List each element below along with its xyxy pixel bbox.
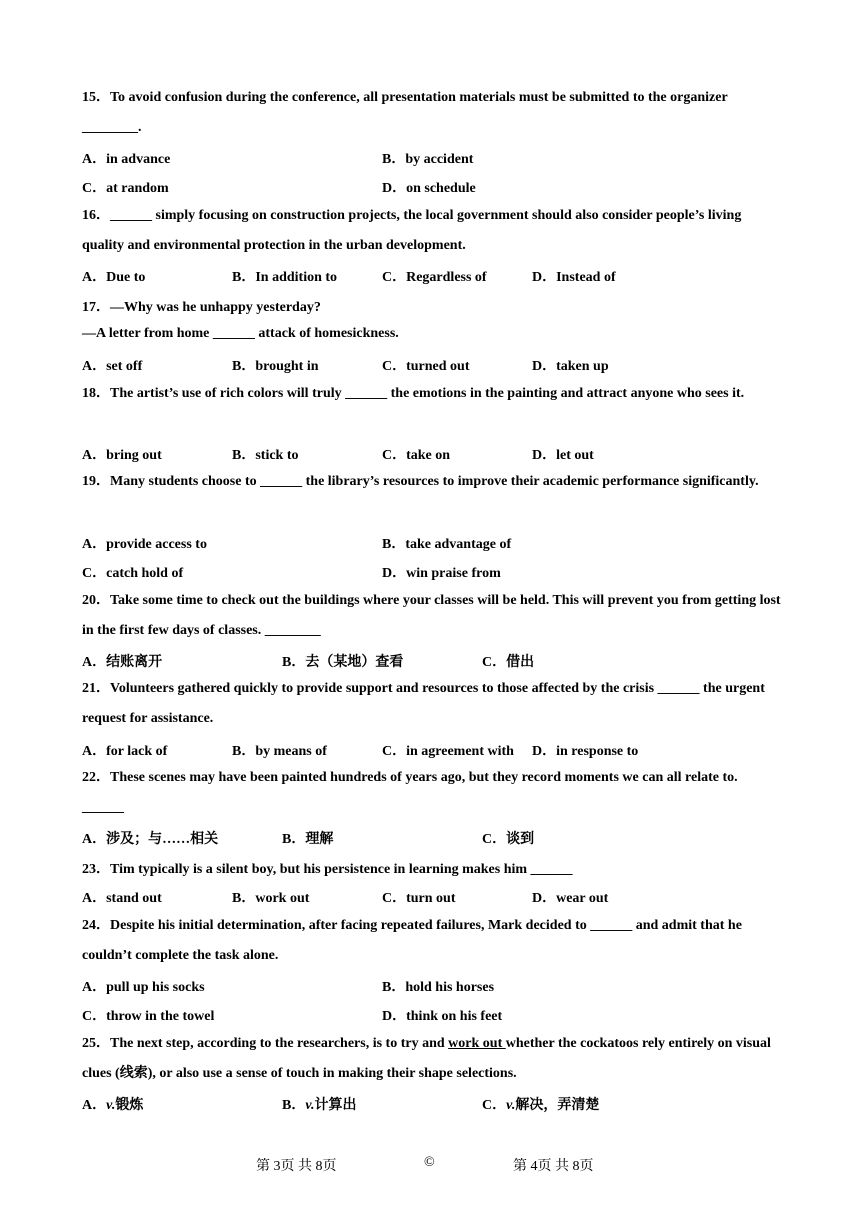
option-d: D．Instead of bbox=[532, 270, 616, 285]
option-a: A．Due to bbox=[82, 270, 146, 285]
question-24-stem: 24．Despite his initial determination, after facing repeated failures, Mark decided to ______ and admit that he couldn’t complete the task alone. bbox=[82, 918, 742, 963]
option-a: A．stand out bbox=[82, 891, 162, 906]
question-number: 15． bbox=[82, 90, 110, 105]
option-c: C．throw in the towel bbox=[82, 1009, 215, 1024]
question-25-stem: 25．The next step, according to the researchers, is to try and work out whether the cockatoos rely entirely on visual clues (线索), or also use a sense of touch in making their shape selections. bbox=[82, 1036, 771, 1081]
option-c: C．catch hold of bbox=[82, 566, 184, 581]
option-c: C．take on bbox=[382, 448, 451, 463]
question-number: 16． bbox=[82, 208, 110, 223]
option-d: D．on schedule bbox=[382, 181, 476, 196]
question-number: 24． bbox=[82, 918, 110, 933]
option-b: B．In addition to bbox=[232, 270, 338, 285]
option-b: B．去（某地）查看 bbox=[282, 655, 404, 670]
option-d: D．wear out bbox=[532, 891, 609, 906]
question-17-stem: 17．—Why was he unhappy yesterday? bbox=[82, 300, 321, 315]
question-21-stem: 21．Volunteers gathered quickly to provide support and resources to those affected by the crisis ______ the urgent request for assistance. bbox=[82, 681, 765, 726]
footer-page-left: 第 3页 共 8页 bbox=[256, 1159, 337, 1174]
option-b: B．brought in bbox=[232, 359, 319, 374]
option-b: B．hold his horses bbox=[382, 980, 495, 995]
option-c: C．Regardless of bbox=[382, 270, 487, 285]
question-17-stem-line2: —A letter from home ______ attack of homesickness. bbox=[82, 326, 399, 341]
question-23-stem: 23．Tim typically is a silent boy, but his persistence in learning makes him ______ bbox=[82, 862, 573, 877]
option-c: C．at random bbox=[82, 181, 169, 196]
question-number: 25． bbox=[82, 1036, 110, 1051]
footer-copyright: © bbox=[424, 1155, 435, 1170]
option-d: D．think on his feet bbox=[382, 1009, 503, 1024]
option-d: D．win praise from bbox=[382, 566, 501, 581]
underlined-phrase: work out bbox=[448, 1036, 506, 1051]
option-b: B．stick to bbox=[232, 448, 299, 463]
option-a: A．pull up his socks bbox=[82, 980, 205, 995]
question-number: 18． bbox=[82, 386, 110, 401]
question-19-stem: 19．Many students choose to ______ the library’s resources to improve their academic performance significantly. bbox=[82, 474, 759, 489]
option-c: C．v.解决，弄清楚 bbox=[482, 1098, 600, 1113]
option-a: A．set off bbox=[82, 359, 143, 374]
option-b: B．take advantage of bbox=[382, 537, 512, 552]
footer-page-right: 第 4页 共 8页 bbox=[513, 1159, 594, 1174]
option-a: A．for lack of bbox=[82, 744, 168, 759]
option-b: B．by accident bbox=[382, 152, 474, 167]
option-d: D．in response to bbox=[532, 744, 639, 759]
option-a: A．in advance bbox=[82, 152, 171, 167]
question-number: 17． bbox=[82, 300, 110, 315]
option-a: A．结账离开 bbox=[82, 655, 163, 670]
option-a: A．bring out bbox=[82, 448, 162, 463]
question-number: 21． bbox=[82, 681, 110, 696]
option-c: C．in agreement with bbox=[382, 744, 514, 759]
option-c: C．turn out bbox=[382, 891, 456, 906]
option-b: B．by means of bbox=[232, 744, 327, 759]
option-b: B．理解 bbox=[282, 832, 334, 847]
question-16-stem: 16．______ simply focusing on construction projects, the local government should also consider people’s living quality and environmental protection in the urban development. bbox=[82, 208, 742, 253]
question-20-stem: 20．Take some time to check out the buildings where your classes will be held. This will prevent you from getting lost in the first few days of classes. ________ bbox=[82, 593, 781, 638]
option-d: D．let out bbox=[532, 448, 594, 463]
question-number: 19． bbox=[82, 474, 110, 489]
question-number: 23． bbox=[82, 862, 110, 877]
option-c: C．谈到 bbox=[482, 832, 535, 847]
option-b: B．v.计算出 bbox=[282, 1098, 357, 1113]
option-a: A．v.锻炼 bbox=[82, 1098, 144, 1113]
question-18-stem: 18．The artist’s use of rich colors will truly ______ the emotions in the painting and attract anyone who sees it. bbox=[82, 386, 745, 401]
question-number: 20． bbox=[82, 593, 110, 608]
question-number: 22． bbox=[82, 770, 110, 785]
option-c: C．turned out bbox=[382, 359, 470, 374]
option-b: B．work out bbox=[232, 891, 310, 906]
option-a: A．涉及；与……相关 bbox=[82, 832, 219, 847]
option-a: A．provide access to bbox=[82, 537, 207, 552]
question-22-stem: 22．These scenes may have been painted hundreds of years ago, but they record moments we can all relate to. ______ bbox=[82, 770, 738, 815]
option-d: D．taken up bbox=[532, 359, 609, 374]
option-c: C．借出 bbox=[482, 655, 535, 670]
question-15-stem: 15．To avoid confusion during the conference, all presentation materials must be submitted to the organizer ________. bbox=[82, 90, 728, 135]
